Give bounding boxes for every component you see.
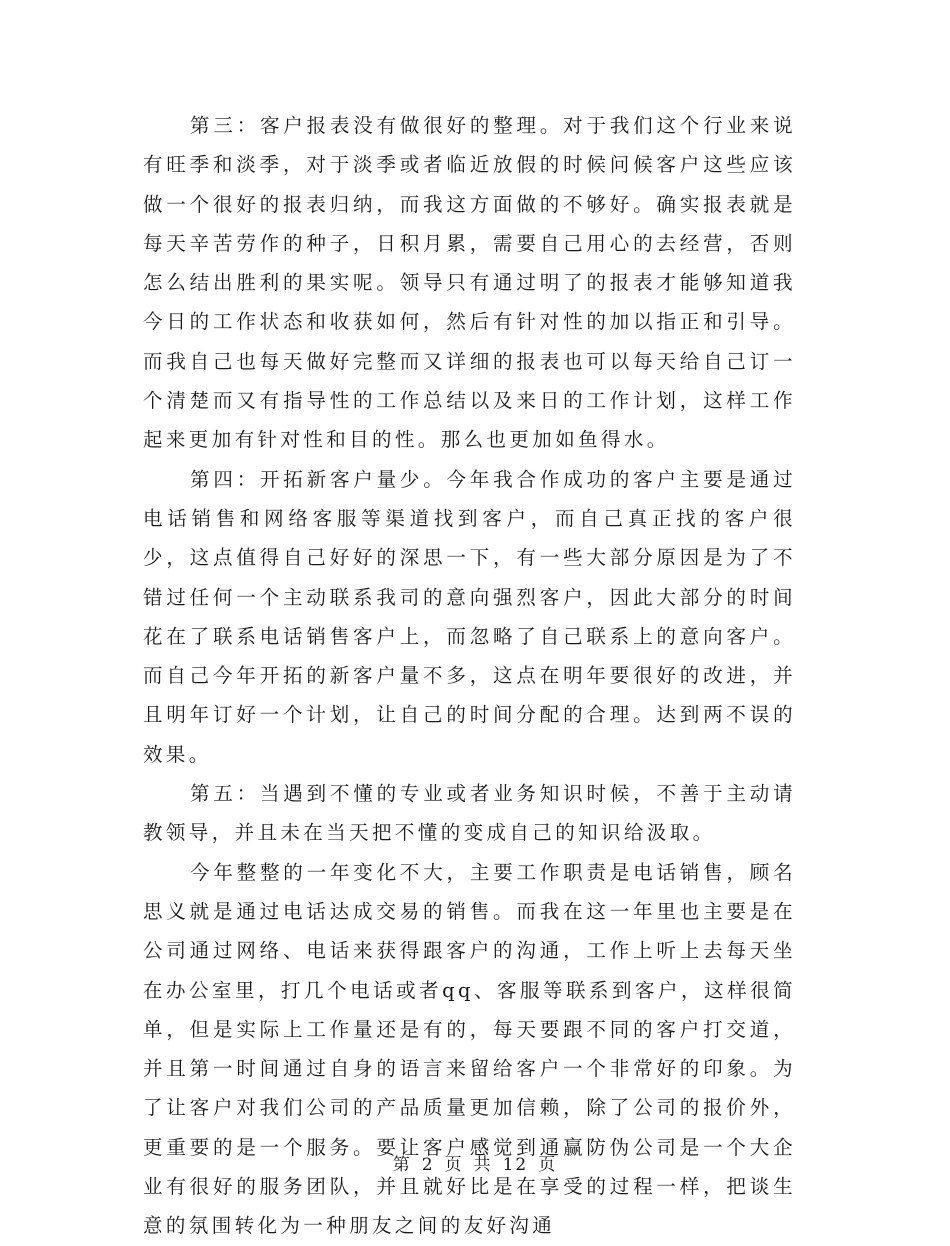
paragraph-third-point: 第三：客户报表没有做很好的整理。对于我们这个行业来说有旺季和淡季，对于淡季或者临近放假的时候问候客户这些应该做一个很好的报表归纳，而我这方面做的不够好。确实报表就是每天辛苦劳作的种子，日积月累，需要自己用心的去经营，否则怎么结出胜利的果实呢。领导只有通过明了的报表才能够知道我今日的工作状态和收获如何，然后有针对性的加以指正和引导。而我自己也每天做好完整而又详细的报表也可以每天给自己订一个清楚而又有指导性的工作总结以及来日的工作计划，这样工作起来更加有针对性和目的性。那么也更加如鱼得水。 [143,114,796,452]
footer-total-pages: 12 [502,1155,529,1175]
paragraph-year-summary: 今年整整的一年变化不大，主要工作职责是电话销售，顾名思义就是通过电话达成交易的销售。而我在这一年里也主要是在公司通过网络、电话来获得跟客户的沟通，工作上听上去每天坐在办公室里，打几个电话或者qq、客服等联系到客户，这样很简单，但是实际上工作量还是有的，每天要跟不同的客户打交道，并且第一时间通过自身的语言来留给客户一个非常好的印象。为了让客户对我们公司的产品质量更加信赖，除了公司的报价外，更重要的是一个服务。要让客户感觉到通赢防伪公司是一个大企业有很好的服务团队，并且就好比是在享受的过程一样，把谈生意的氛围转化为一种朋友之间的友好沟通 [143,860,796,1238]
footer-page-word: 页 [444,1155,464,1175]
document-body [143,106,796,1246]
page-footer [0,1150,950,1175]
footer-prefix: 第 [392,1155,412,1175]
paragraph-fourth-point: 第四：开拓新客户量少。今年我合作成功的客户主要是通过电话销售和网络客服等渠道找到客户，而自己真正找的客户很少，这点值得自己好好的深思一下，有一些大部分原因是为了不错过任何一个主动联系我司的意向强烈客户，因此大部分的时间花在了联系电话销售客户上，而忽略了自己联系上的意向客户。而自己今年开拓的新客户量不多，这点在明年要很好的改进，并且明年订好一个计划，让自己的时间分配的合理。达到两不误的效果。 [143,467,796,766]
footer-suffix: 页 [538,1155,558,1175]
footer-total-word: 共 [473,1155,493,1175]
footer-current-page: 2 [421,1155,435,1175]
paragraph-fifth-point: 第五：当遇到不懂的专业或者业务知识时候，不善于主动请教领导，并且未在当天把不懂的变成自己的知识给汲取。 [143,782,796,845]
